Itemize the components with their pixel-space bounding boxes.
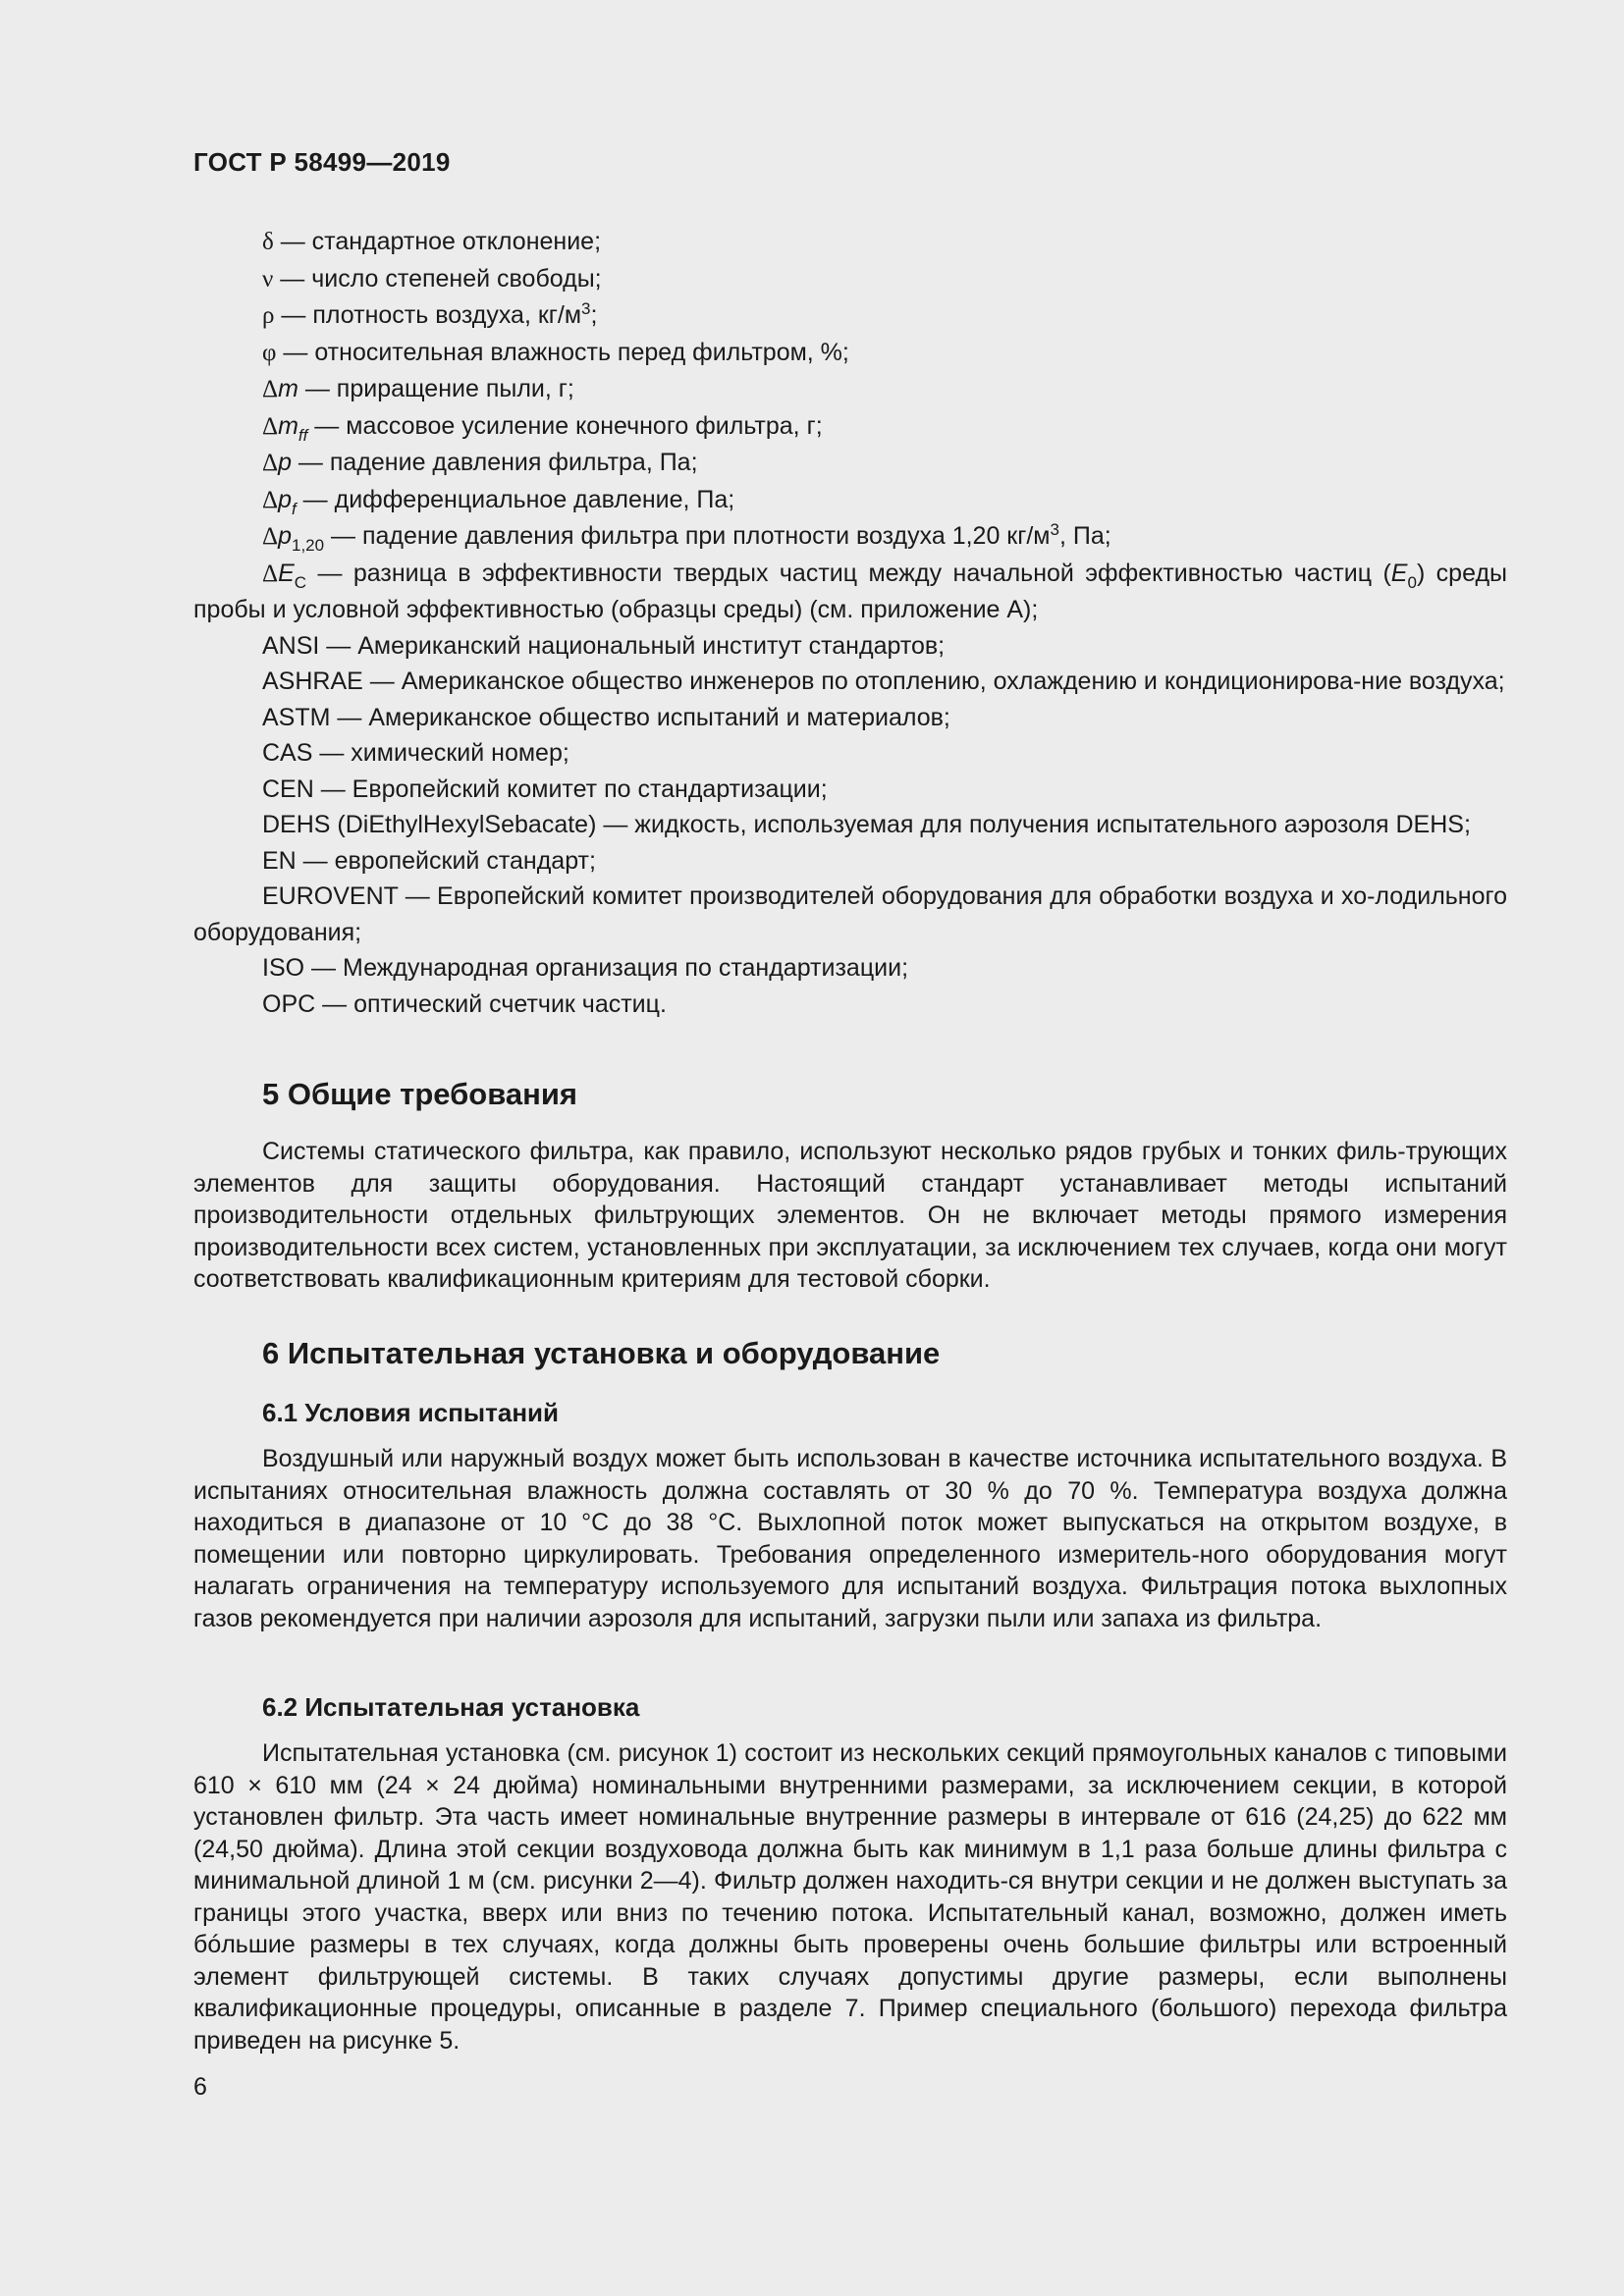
list-item: CAS — химический номер; xyxy=(262,739,569,767)
list-item: DEHS (DiEthylHexylSebacate) — жидкость, используемая для получения испытательного аэрозоля DEHS; xyxy=(262,811,1471,838)
list-item: $\Delta p_f$ — дифференциальное давление, Па; xyxy=(262,485,735,518)
list-item: ρ — плотность воздуха, $кг/м^3$; xyxy=(262,299,598,329)
list-item: EUROVENT — Европейский комитет производителей оборудования для обработки воздуха и хо-лодильного оборудования; xyxy=(193,882,1507,946)
list-item: EN — европейский стандарт; xyxy=(262,846,596,875)
list-item: $\Delta m_{ff}$ — массовое усиление конечного фильтра, г; xyxy=(262,411,823,445)
list-item: CEN — Европейский комитет по стандартизации; xyxy=(262,774,828,803)
list-item: δ — стандартное отклонение; xyxy=(262,228,602,255)
list-item: φ — относительная влажность перед фильтром, %; xyxy=(262,338,849,366)
list-item: ISO — Международная организация по стандартизации; xyxy=(262,954,909,982)
list-item: $\Delta E_C$ — разница в эффективности твердых частиц между начальной эффективностью частиц $(E_0)$ среды пробы и условной эффективностью (образцы среды) (см. приложение А); xyxy=(193,559,1507,623)
document-header: ГОСТ Р 58499—2019 xyxy=(193,147,451,177)
section-6-heading: 6 Испытательная установка и оборудование xyxy=(262,1336,941,1370)
page-number: 6 xyxy=(193,2073,207,2101)
abbreviation-list xyxy=(193,224,1507,1022)
section-5-paragraph: Системы статического фильтра, как правило, используют несколько рядов грубых и тонких филь-трующих элементов для защиты оборудования. Настоящий стандарт устанавливает методы испытаний производительности отдельных фильтрующих элементов. Он не включает методы прямого измерения производительности всех систем, установленных при эксплуатации, за исключением тех случаев, когда они могут соответствовать квалификационным критериям для тестовой сборки. xyxy=(193,1138,1507,1293)
list-item: $\Delta p_{1,20}$ — падение давления фильтра при плотности воздуха 1,20 $кг/м^3$, Па; xyxy=(262,520,1111,555)
section-6-2-heading: 6.2 Испытательная установка xyxy=(262,1692,640,1722)
list-item: OPC — оптический счетчик частиц. xyxy=(262,989,667,1018)
list-item: Δp — падение давления фильтра, Па; xyxy=(262,449,698,476)
section-6-1-heading: 6.1 Условия испытаний xyxy=(262,1398,559,1427)
list-item: ANSI — Американский национальный институт стандартов; xyxy=(262,631,946,660)
section-6-1-paragraph: Воздушный или наружный воздух может быть использован в качестве источника испытательного воздуха. В испытаниях относительная влажность должна составлять от 30 % до 70 %. Температура воздуха должна находиться в диапазоне от 10 °С до 38 °С. Выхлопной поток может выпускаться на открытом воздухе, в помещении или повторно циркулировать. Требования определенного измеритель-ного оборудования могут налагать ограничения на температуру используемого для испытаний воздуха. Фильтрация потока выхлопных газов рекомендуется при наличии аэрозоля для испытаний, загрузки пыли или запаха из фильтра. xyxy=(193,1445,1507,1632)
list-item: Δm — приращение пыли, г; xyxy=(262,375,574,402)
list-item: ASHRAE — Американское общество инженеров по отоплению, охлаждению и кондиционирова-ние воздуха; xyxy=(262,667,1505,695)
list-item: ν — число степеней свободы; xyxy=(262,264,602,293)
list-item: ASTM — Американское общество испытаний и материалов; xyxy=(262,703,950,731)
section-6-2-paragraph: Испытательная установка (см. рисунок 1) состоит из нескольких секций прямоугольных каналов с типовыми 610 × 610 мм (24 × 24 дюйма) номинальными внутренними размерами, за исключением секции, в которой установлен фильтр. Эта часть имеет номинальные внутренние размеры в интервале от 616 (24,25) до 622 мм (24,50 дюйма). Длина этой секции воздуховода должна быть как минимум в 1,1 раза больше длины фильтра с минимальной длиной 1 м (см. рисунки 2—4). Фильтр должен находить-ся внутри секции и не должен выступать за границы этого участка, вверх или вниз по течению потока. Испытательный канал, возможно, должен иметь бóльшие размеры в тех случаях, когда должны быть проверены очень большие фильтры или встроенный элемент фильтрующей системы. В таких случаях допустимы другие размеры, если выполнены квалификационные процедуры, описанные в разделе 7. Пример специального (большого) перехода фильтра приведен на рисунке 5. xyxy=(193,1739,1507,2055)
section-5-heading: 5 Общие требования xyxy=(262,1077,577,1111)
